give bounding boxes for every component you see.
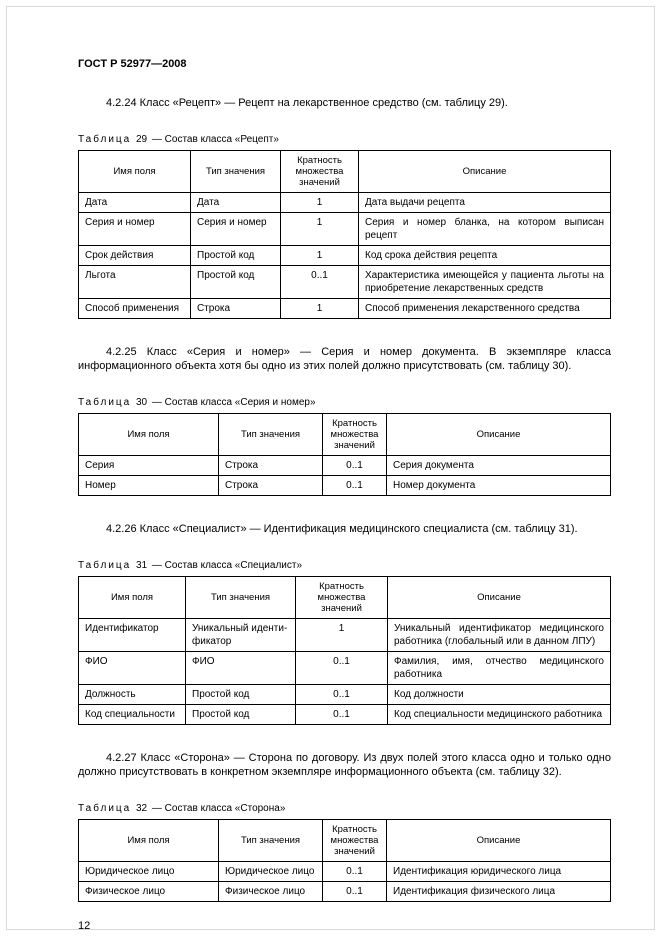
table-cell: 1 bbox=[281, 246, 359, 266]
table-caption-word: Таблица bbox=[78, 560, 132, 571]
table-31-caption bbox=[78, 560, 611, 571]
table-30 bbox=[78, 413, 611, 496]
table-cell: 0..1 bbox=[323, 862, 387, 882]
table-body bbox=[79, 862, 611, 902]
table-caption-number: 32 bbox=[136, 803, 148, 814]
table-cell: Серия и номер bbox=[79, 213, 191, 246]
column-header: Имя поля bbox=[79, 577, 186, 619]
table-body bbox=[79, 193, 611, 319]
table-cell: ФИО bbox=[79, 652, 186, 685]
table-cell: Льгота bbox=[79, 266, 191, 299]
table-cell: Простой код bbox=[186, 705, 296, 725]
table-cell: Способ применения лекарственного средства bbox=[359, 299, 611, 319]
table-29 bbox=[78, 150, 611, 319]
table-row bbox=[79, 862, 611, 882]
document-page bbox=[78, 58, 611, 932]
table-cell: 0..1 bbox=[296, 685, 388, 705]
table-caption-title: — Состав класса «Сторона» bbox=[151, 803, 286, 814]
table-cell: Идентификация физического лица bbox=[387, 882, 611, 902]
table-row bbox=[79, 476, 611, 496]
table-row bbox=[79, 685, 611, 705]
table-cell: Простой код bbox=[191, 246, 281, 266]
table-row bbox=[79, 213, 611, 246]
table-cell: 0..1 bbox=[296, 652, 388, 685]
table-cell: Код должности bbox=[388, 685, 611, 705]
table-cell: Строка bbox=[219, 476, 323, 496]
column-header: Тип значения bbox=[219, 820, 323, 862]
paragraph-4-2-25: 4.2.25 Класс «Серия и номер» — Серия и номер документа. В экземпляре класса информационного объекта хотя бы одно из этих полей должно присутствовать (см. таблицу 30). bbox=[78, 346, 611, 372]
table-cell: Должность bbox=[79, 685, 186, 705]
table-cell: 1 bbox=[281, 213, 359, 246]
column-header: Кратность множества значений bbox=[296, 577, 388, 619]
table-row bbox=[79, 705, 611, 725]
table-cell: Строка bbox=[191, 299, 281, 319]
section-4-2-26 bbox=[78, 522, 611, 725]
table-row bbox=[79, 246, 611, 266]
table-body bbox=[79, 456, 611, 496]
table-cell: Уникальный иденти-фикатор bbox=[186, 619, 296, 652]
column-header: Описание bbox=[359, 151, 611, 193]
table-30-caption bbox=[78, 397, 611, 408]
table-cell: Уникальный идентификатор медицинского работника (глобальный или в данном ЛПУ) bbox=[388, 619, 611, 652]
column-header: Тип значения bbox=[191, 151, 281, 193]
table-cell: Идентификатор bbox=[79, 619, 186, 652]
column-header: Тип значения bbox=[219, 414, 323, 456]
table-cell: 0..1 bbox=[323, 456, 387, 476]
table-cell: 0..1 bbox=[281, 266, 359, 299]
table-caption-title: — Состав класса «Рецепт» bbox=[151, 134, 279, 145]
table-cell: Серия и номер бланка, на котором выписан рецепт bbox=[359, 213, 611, 246]
section-4-2-25 bbox=[78, 345, 611, 496]
table-cell: 1 bbox=[296, 619, 388, 652]
document-header: ГОСТ Р 52977—2008 bbox=[78, 58, 187, 70]
table-cell: Характеристика имеющейся у пациента льготы на приобретение лекарственных средств bbox=[359, 266, 611, 299]
column-header: Имя поля bbox=[79, 151, 191, 193]
column-header: Имя поля bbox=[79, 414, 219, 456]
table-cell: Серия документа bbox=[387, 456, 611, 476]
column-header: Кратность множества значений bbox=[281, 151, 359, 193]
table-cell: 0..1 bbox=[323, 882, 387, 902]
table-row bbox=[79, 193, 611, 213]
table-header-row bbox=[79, 151, 611, 193]
column-header: Описание bbox=[387, 414, 611, 456]
table-row bbox=[79, 619, 611, 652]
table-cell: Дата bbox=[191, 193, 281, 213]
table-cell: 1 bbox=[281, 193, 359, 213]
table-header-row bbox=[79, 414, 611, 456]
table-cell: Простой код bbox=[191, 266, 281, 299]
table-cell: Идентификация юридического лица bbox=[387, 862, 611, 882]
table-cell: Простой код bbox=[186, 685, 296, 705]
table-29-caption bbox=[78, 134, 611, 145]
table-header-row bbox=[79, 820, 611, 862]
table-cell: ФИО bbox=[186, 652, 296, 685]
table-cell: Дата bbox=[79, 193, 191, 213]
table-header-row bbox=[79, 577, 611, 619]
table-cell: Срок действия bbox=[79, 246, 191, 266]
table-caption-number: 30 bbox=[136, 397, 148, 408]
paragraph-4-2-24: 4.2.24 Класс «Рецепт» — Рецепт на лекарственное средство (см. таблицу 29). bbox=[106, 97, 508, 109]
section-4-2-24 bbox=[78, 96, 611, 319]
table-caption-number: 29 bbox=[136, 134, 148, 145]
column-header: Кратность множества значений bbox=[323, 414, 387, 456]
table-cell: Номер bbox=[79, 476, 219, 496]
table-32-caption bbox=[78, 803, 611, 814]
table-cell: Номер документа bbox=[387, 476, 611, 496]
paragraph-4-2-27: 4.2.27 Класс «Сторона» — Сторона по договору. Из двух полей этого класса одно и только одно должно присутствовать в конкретном экземпляре информационного объекта (см. таблицу 32). bbox=[78, 752, 611, 778]
table-cell: Юридическое лицо bbox=[79, 862, 219, 882]
table-row bbox=[79, 266, 611, 299]
table-cell: Код специальности медицинского работника bbox=[388, 705, 611, 725]
column-header: Кратность множества значений bbox=[323, 820, 387, 862]
section-4-2-27 bbox=[78, 751, 611, 902]
page-number: 12 bbox=[78, 920, 91, 932]
table-cell: Строка bbox=[219, 456, 323, 476]
table-row bbox=[79, 299, 611, 319]
table-cell: 0..1 bbox=[296, 705, 388, 725]
table-cell: Дата выдачи рецепта bbox=[359, 193, 611, 213]
table-caption-title: — Состав класса «Серия и номер» bbox=[151, 397, 316, 408]
table-body bbox=[79, 619, 611, 725]
column-header: Тип значения bbox=[186, 577, 296, 619]
column-header: Описание bbox=[387, 820, 611, 862]
paragraph-4-2-26: 4.2.26 Класс «Специалист» — Идентификация медицинского специалиста (см. таблицу 31). bbox=[106, 523, 578, 535]
table-cell: Физическое лицо bbox=[219, 882, 323, 902]
table-31 bbox=[78, 576, 611, 725]
table-cell: Физическое лицо bbox=[79, 882, 219, 902]
table-caption-title: — Состав класса «Специалист» bbox=[151, 560, 303, 571]
table-cell: 1 bbox=[281, 299, 359, 319]
table-cell: Юридическое лицо bbox=[219, 862, 323, 882]
table-cell: 0..1 bbox=[323, 476, 387, 496]
table-cell: Серия bbox=[79, 456, 219, 476]
table-32 bbox=[78, 819, 611, 902]
table-caption-word: Таблица bbox=[78, 134, 132, 145]
table-cell: Серия и номер bbox=[191, 213, 281, 246]
table-row bbox=[79, 456, 611, 476]
table-cell: Фамилия, имя, отчество медицинского работника bbox=[388, 652, 611, 685]
column-header: Описание bbox=[388, 577, 611, 619]
table-cell: Код срока действия рецепта bbox=[359, 246, 611, 266]
table-cell: Код специальности bbox=[79, 705, 186, 725]
table-caption-word: Таблица bbox=[78, 397, 132, 408]
table-caption-word: Таблица bbox=[78, 803, 132, 814]
table-row bbox=[79, 882, 611, 902]
column-header: Имя поля bbox=[79, 820, 219, 862]
table-caption-number: 31 bbox=[136, 560, 148, 571]
table-row bbox=[79, 652, 611, 685]
table-cell: Способ применения bbox=[79, 299, 191, 319]
